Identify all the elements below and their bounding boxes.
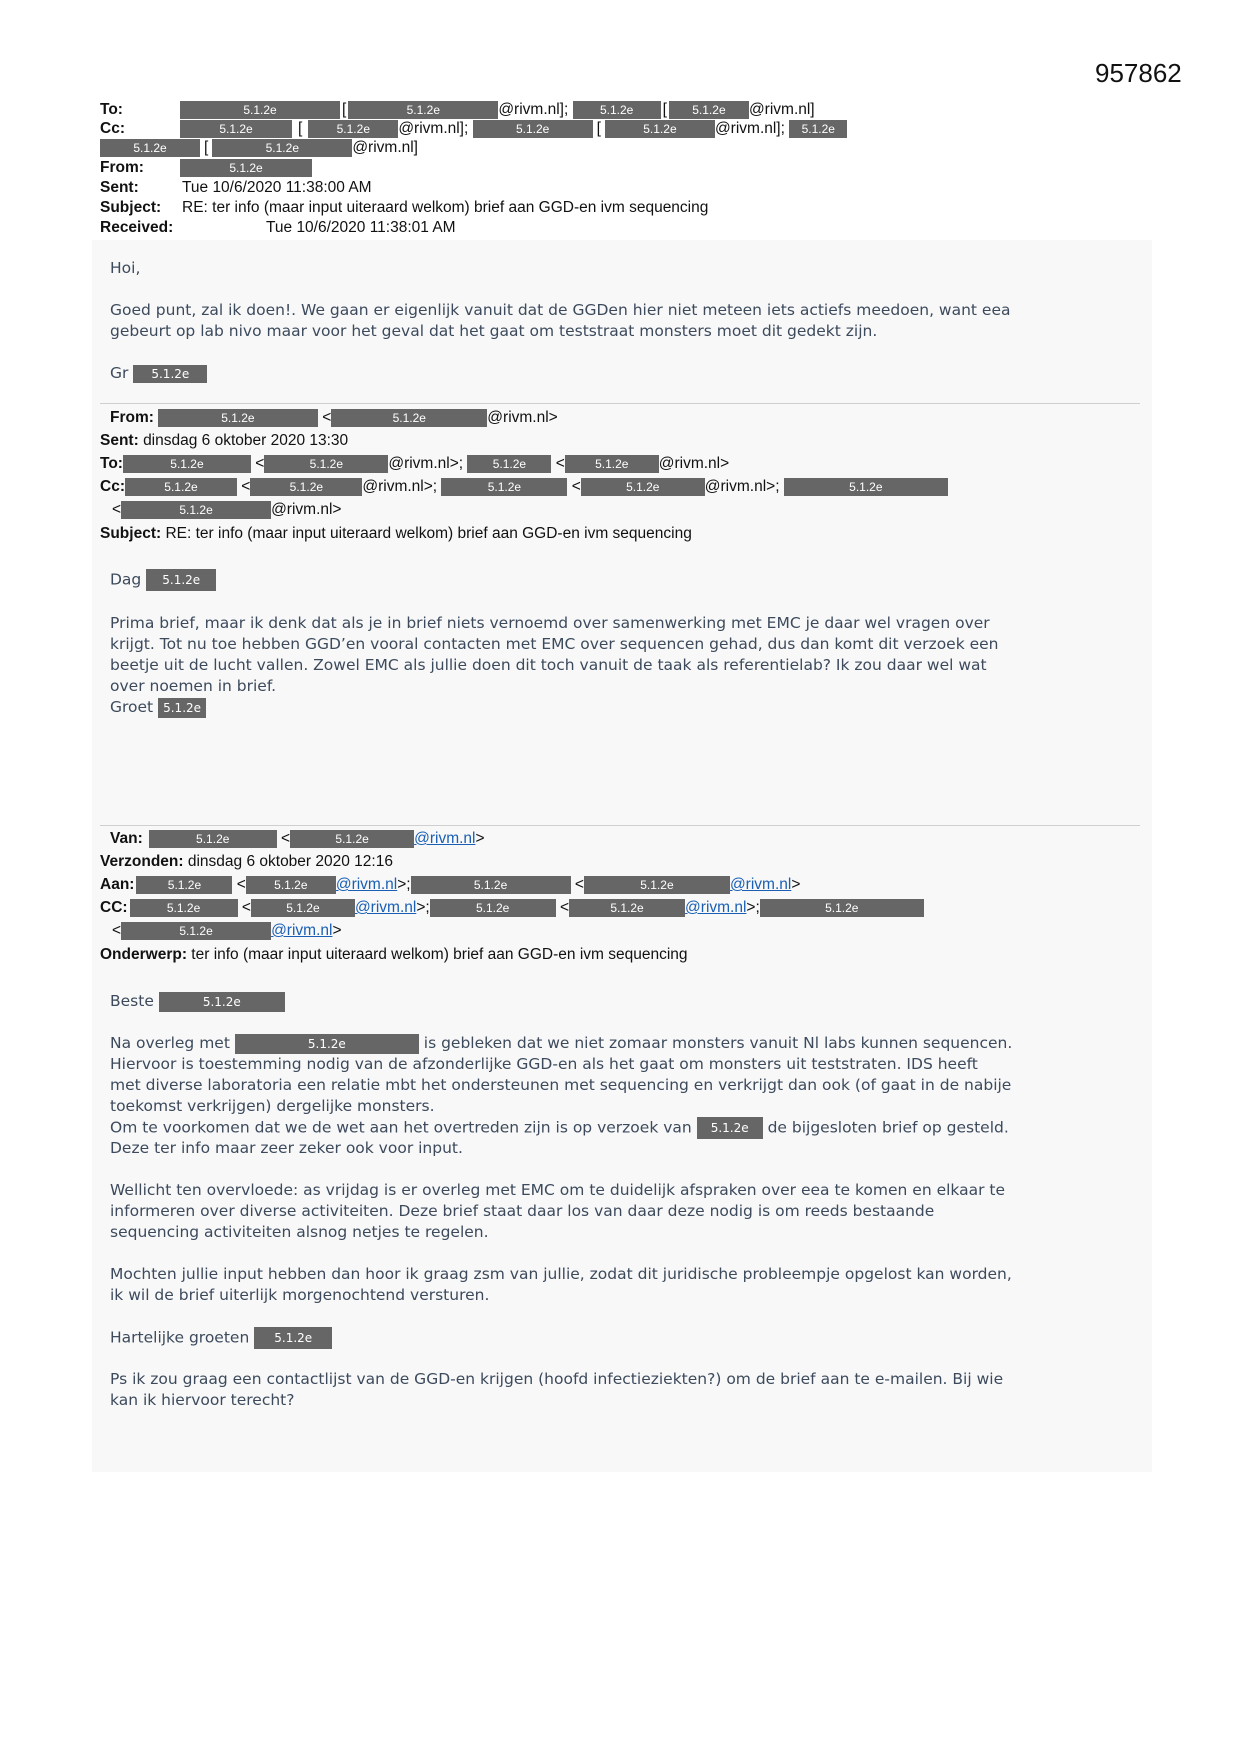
email-domain: @rivm.nl] [748,101,815,118]
bracket: < [574,876,584,893]
quote2-p3-line: Mochten jullie input hebben dan hoor ik graag zsm van jullie, zodat dit juridische probleempje opgelost kan worden, [110,1265,1012,1283]
subject-value: ter info (maar input uiteraard welkom) brief aan GGD-en ivm sequencing [191,946,688,963]
text-segment: is gebleken dat we niet zomaar monsters vanuit Nl labs kunnen sequencen. [423,1034,1013,1052]
subject-label: Subject: [100,525,162,542]
redaction-box: 5.1.2e [121,922,271,940]
bracket: > [332,922,342,939]
quote2-cc-line-continued [112,921,342,940]
quote1-line: over noemen in brief. [110,677,277,695]
bracket: < [112,501,122,518]
received-line [100,218,456,237]
redaction-box: 5.1.2e [121,501,271,519]
quote2-to-line [100,875,800,894]
quote2-p2-line: Wellicht ten overvloede: as vrijdag is er overleg met EMC om te duidelijk afspraken over eea te komen en elkaar te [110,1181,1006,1199]
email-domain: @rivm.nl>; [704,478,780,495]
text-segment: Na overleg met [110,1034,230,1052]
quote1-from-line [110,408,558,427]
email-domain: @rivm.nl>; [362,478,438,495]
subject-label: Onderwerp: [100,946,187,963]
sent-value: Tue 10/6/2020 11:38:00 AM [182,179,372,196]
cc-label: Cc: [100,120,125,137]
email-domain: @rivm.nl> [487,409,558,426]
email-domain: @rivm.nl> [658,455,730,472]
bracket: > [475,830,485,847]
bracket: < [281,830,291,847]
signoff-text: Gr [110,364,129,382]
quote2-p1-line: met diverse laboratoria een relatie mbt het ondersteunen met sequencing en verkrijgt dan ook (of gaat in de nabije [110,1076,1012,1094]
email-domain: @rivm.nl]; [498,101,569,118]
signoff-text: Groet [110,698,154,716]
from-label: Van: [110,830,143,847]
greeting-text: Dag [110,570,142,589]
redaction-box: 5.1.2e [565,455,659,473]
quote2-p3-line: ik wil de brief uiterlijk morgenochtend versturen. [110,1286,490,1304]
quote2-p1-first-line [110,1033,1012,1054]
bracket: [ [298,120,303,137]
greeting-text: Beste [110,992,154,1010]
from-label: From: [110,409,154,426]
email-link[interactable]: @rivm.nl [354,899,417,916]
text-segment: de bijgesloten brief op gesteld. [767,1118,1009,1137]
redaction-box: 5.1.2e [180,101,340,119]
redaction-box: 5.1.2e [348,101,498,119]
bracket: < [241,478,251,495]
redaction-box: 5.1.2e [133,365,207,383]
quote2-p1-line: Deze ter info maar zeer zeker ook voor input. [110,1139,463,1157]
cc-label: Cc: [100,478,125,495]
redaction-box: 5.1.2e [290,830,414,848]
redaction-box: 5.1.2e [264,455,388,473]
quote1-subject-line [100,524,692,543]
subject-line [100,198,708,217]
email-domain: @rivm.nl>; [388,455,464,472]
bracket: < [255,455,265,472]
redaction-box: 5.1.2e [159,992,285,1012]
quote2-ps-line: Ps ik zou graag een contactlijst van de GGD-en krijgen (hoofd infectieziekten?) om de brief aan te e-mailen. Bij wie [110,1370,1004,1388]
bracket: >; [746,899,760,916]
redaction-box: 5.1.2e [581,478,705,496]
document-number: 957862 [1095,58,1182,88]
redaction-box: 5.1.2e [430,899,556,917]
quote1-cc-line [100,477,948,496]
separator [100,825,1140,826]
to-label: To: [100,101,123,118]
sent-label: Sent: [100,432,139,449]
bracket: [ [596,120,601,137]
quote2-p1-line: toekomst verkrijgen) dergelijke monsters. [110,1097,435,1115]
subject-value: RE: ter info (maar input uiteraard welkom) brief aan GGD-en ivm sequencing [182,199,709,216]
redaction-box: 5.1.2e [441,478,567,496]
quote2-p2-line: sequencing activiteiten alsnog netjes te regelen. [110,1223,489,1241]
sent-line [100,178,372,197]
bracket: < [571,478,581,495]
bracket: < [236,876,246,893]
closing-text: Hartelijke groeten [110,1328,250,1347]
bracket: < [241,899,251,916]
bracket: [ [662,101,667,118]
to-label: Aan: [100,876,135,893]
quote2-sent-line [100,852,393,871]
cc-line-continued [100,138,418,157]
email-domain: @rivm.nl]; [398,120,469,137]
redaction-box: 5.1.2e [784,478,948,496]
sent-label: Verzonden: [100,853,184,870]
quote1-greeting [110,569,216,591]
quote1-line: krijgt. Tot nu toe hebben GGD’en vooral contacten met EMC over sequencen gehad, dus dan komt dit verzoek een [110,635,999,653]
quote2-subject-line [100,945,688,964]
message1-signoff [110,363,207,384]
email-link[interactable]: @rivm.nl [685,899,747,916]
redaction-box: 5.1.2e [100,139,200,157]
email-link[interactable]: @rivm.nl [729,876,792,893]
redaction-box: 5.1.2e [246,876,336,894]
sent-label: Sent: [100,179,139,196]
redaction-box: 5.1.2e [573,101,661,119]
email-link[interactable]: @rivm.nl [271,922,333,939]
redaction-box: 5.1.2e [411,876,571,894]
redaction-box: 5.1.2e [605,120,715,138]
redaction-box: 5.1.2e [136,876,232,894]
from-label: From: [100,159,144,176]
redaction-box: 5.1.2e [180,159,312,177]
bracket: < [112,922,122,939]
quote2-cc-line [100,898,924,917]
email-domain: @rivm.nl] [352,139,418,156]
cc-line [100,119,847,138]
redaction-box: 5.1.2e [308,120,398,138]
received-value: Tue 10/6/2020 11:38:01 AM [266,219,456,236]
quote2-ps-line: kan ik hiervoor terecht? [110,1391,295,1409]
quote1-line: Prima brief, maar ik denk dat als je in brief niets vernoemd over samenwerking met EMC je daar wel vragen over [110,614,990,632]
redaction-box: 5.1.2e [789,120,847,138]
bracket: > [791,876,801,893]
redaction-box: 5.1.2e [569,899,685,917]
redaction-box: 5.1.2e [158,409,318,427]
quote1-line: beetje uit de lucht vallen. Zowel EMC als jullie doen dit toch vanuit de taak als referentielab? Ik zou daar wel wat [110,656,987,674]
redaction-box: 5.1.2e [125,478,237,496]
redaction-box: 5.1.2e [149,830,277,848]
quote2-p2-line: informeren over diverse activiteiten. Deze brief staat daar los van daar deze nodig is om reeds bestaande [110,1202,935,1220]
redaction-box: 5.1.2e [467,455,551,473]
to-label: To: [100,455,123,472]
sent-value: dinsdag 6 oktober 2020 12:16 [187,853,393,870]
redaction-box: 5.1.2e [130,899,238,917]
redaction-box: 5.1.2e [180,120,292,138]
quote2-p1-line [110,1117,1009,1139]
subject-label: Subject: [100,199,162,216]
separator [100,403,1140,404]
quote1-to-line [100,454,729,473]
redaction-box: 5.1.2e [669,101,749,119]
sent-value: dinsdag 6 oktober 2020 13:30 [143,432,349,449]
bracket: < [555,455,565,472]
quote2-greeting [110,991,285,1012]
redaction-box: 5.1.2e [123,455,251,473]
redaction-box: 5.1.2e [146,569,216,591]
quote2-p1-line: Hiervoor is toestemming nodig van de afzonderlijke GGD-en als het gaat om monsters uit teststraten. IDS heeft [110,1055,978,1073]
redaction-box: 5.1.2e [158,698,206,718]
bracket: >; [397,876,411,893]
bracket: [ [342,101,347,118]
redaction-box: 5.1.2e [473,120,593,138]
cc-label: CC: [100,899,128,916]
email-domain: @rivm.nl> [271,501,342,518]
received-label: Received: [100,219,174,236]
text-segment: Om te voorkomen dat we de wet aan het overtreden zijn is op verzoek van [110,1118,692,1137]
bracket: [ [204,139,209,156]
email-domain: @rivm.nl]; [714,120,785,137]
redaction-box: 5.1.2e [697,1117,763,1139]
from-line [100,158,312,177]
redaction-box: 5.1.2e [254,1327,332,1349]
subject-value: RE: ter info (maar input uiteraard welkom) brief aan GGD-en ivm sequencing [165,525,692,542]
redaction-box: 5.1.2e [331,409,487,427]
quote1-signoff [110,697,206,718]
redaction-box: 5.1.2e [212,139,352,157]
message1-greeting: Hoi, [110,259,141,277]
bracket: < [322,409,332,426]
bracket: < [559,899,570,916]
email-link[interactable]: @rivm.nl [414,830,476,847]
redaction-box: 5.1.2e [760,899,924,917]
quote1-sent-line [100,431,348,450]
redaction-box: 5.1.2e [251,899,355,917]
redaction-box: 5.1.2e [584,876,730,894]
quote2-closing [110,1327,332,1349]
message1-line: gebeurt op lab nivo maar voor het geval dat het gaat om teststraat monsters moet dit gedekt zijn. [110,322,878,340]
to-line [100,100,815,119]
message1-line: Goed punt, zal ik doen!. We gaan er eigenlijk vanuit dat de GGDen hier niet meteen iets actiefs meedoen, want eea [110,301,1011,319]
redaction-box: 5.1.2e [235,1034,419,1054]
bracket: >; [416,899,430,916]
quote1-cc-line-continued [112,500,342,519]
email-link[interactable]: @rivm.nl [335,876,398,893]
redaction-box: 5.1.2e [250,478,362,496]
quote2-from-line [110,829,485,848]
